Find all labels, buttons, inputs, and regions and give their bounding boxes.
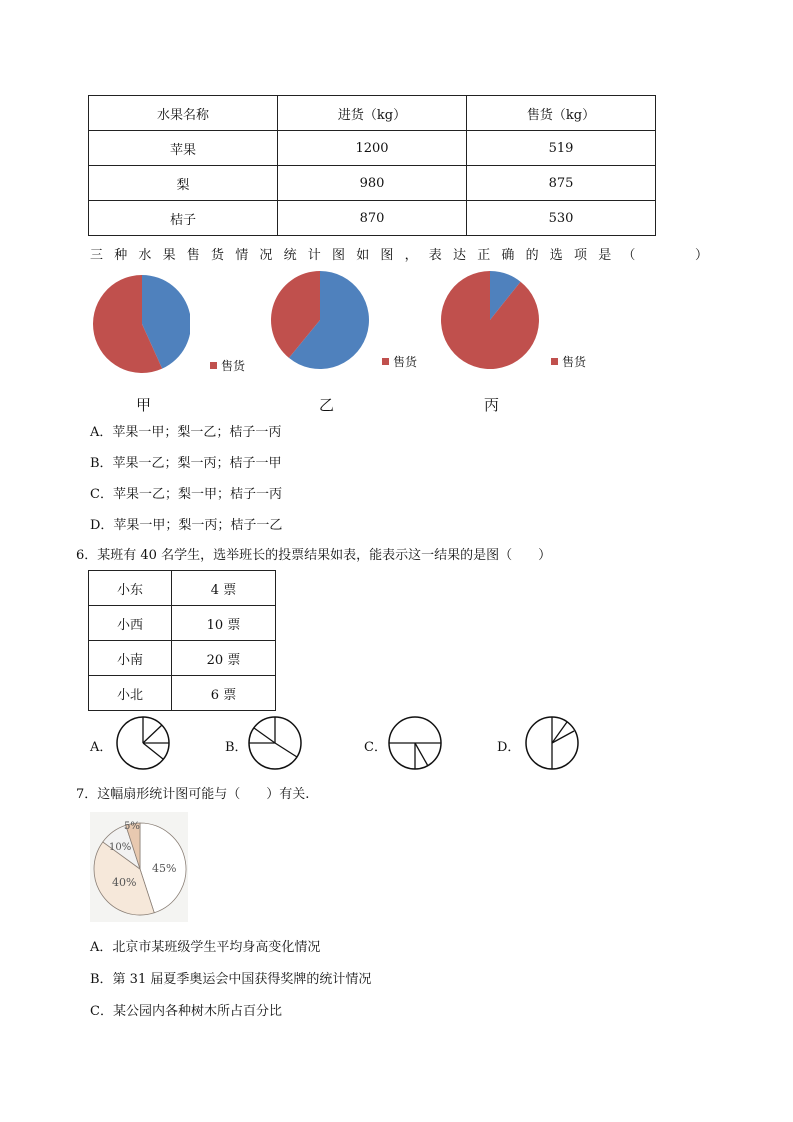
table-row <box>89 201 656 236</box>
q7-label-5: 5% <box>124 821 140 832</box>
pie-jia <box>90 272 190 376</box>
q7-label-10: 10% <box>109 842 132 853</box>
vote-table <box>88 570 276 711</box>
table-cell: 小东 <box>89 571 172 606</box>
q7-label-40: 40% <box>112 876 137 889</box>
legend-label: 售货 <box>221 359 246 373</box>
table-row <box>89 606 276 641</box>
table-cell: 桔子 <box>89 201 278 236</box>
table-row <box>89 571 276 606</box>
q6-circle-b[interactable] <box>247 715 303 771</box>
table-cell: 4 票 <box>172 571 276 606</box>
table-cell: 519 <box>467 131 656 166</box>
q7-option-a[interactable]: A．北京市某班级学生平均身高变化情况 <box>90 940 321 955</box>
table-row <box>89 641 276 676</box>
pie-slice <box>441 271 539 369</box>
table-cell: 530 <box>467 201 656 236</box>
q7-option-c[interactable]: C．某公园内各种树木所占百分比 <box>90 1004 282 1019</box>
table-cell: 梨 <box>89 166 278 201</box>
q6-circle-a[interactable] <box>115 715 171 771</box>
pie-name-yi: 乙 <box>319 396 335 414</box>
table-cell: 6 票 <box>172 676 276 711</box>
q6-circle-d[interactable] <box>524 715 580 771</box>
legend-jia <box>210 357 245 374</box>
q6-stem: 6．某班有 40 名学生，选举班长的投票结果如表，能表示这一结果的是图（ ） <box>76 548 552 563</box>
legend-bing <box>551 353 586 370</box>
q5-option-a[interactable]: A．苹果一甲；梨一乙；桔子一丙 <box>90 425 282 440</box>
q6-circle-c[interactable] <box>387 715 443 771</box>
table-cell: 10 票 <box>172 606 276 641</box>
table-cell: 小南 <box>89 641 172 676</box>
table-cell: 苹果 <box>89 131 278 166</box>
header-cell: 进货（kg） <box>278 96 467 131</box>
q6-option-c-label[interactable]: C． <box>364 740 387 755</box>
q6-option-a-label[interactable]: A． <box>90 740 113 755</box>
legend-swatch <box>551 358 558 365</box>
q7-stem: 7．这幅扇形统计图可能与（ ）有关. <box>76 787 310 802</box>
fruit-table <box>88 95 656 236</box>
table-cell: 870 <box>278 201 467 236</box>
table-header-row <box>89 96 656 131</box>
legend-label: 售货 <box>393 355 418 369</box>
q6-option-d-label[interactable]: D． <box>497 740 521 755</box>
pie-name-jia: 甲 <box>136 396 152 414</box>
q5-option-b[interactable]: B．苹果一乙；梨一丙；桔子一甲 <box>90 456 282 471</box>
q7-figure <box>90 812 188 922</box>
table-row <box>89 166 656 201</box>
table-row <box>89 131 656 166</box>
pie-name-bing: 丙 <box>484 396 500 414</box>
table-row <box>89 676 276 711</box>
q7-label-45: 45% <box>152 862 177 875</box>
q5-option-c[interactable]: C．苹果一乙；梨一甲；桔子一丙 <box>90 487 282 502</box>
table-cell: 980 <box>278 166 467 201</box>
legend-swatch <box>382 358 389 365</box>
q7-pie <box>90 812 188 922</box>
q7-option-b[interactable]: B．第 31 届夏季奥运会中国获得奖牌的统计情况 <box>90 972 372 987</box>
table-cell: 小北 <box>89 676 172 711</box>
table-cell: 小西 <box>89 606 172 641</box>
header-cell: 水果名称 <box>89 96 278 131</box>
legend-swatch <box>210 362 217 369</box>
legend-yi <box>382 353 417 370</box>
legend-label: 售货 <box>562 355 587 369</box>
pie-yi <box>268 270 372 374</box>
q5-stem: 三种水果售货情况统计图如图，表达正确的选项是（ ） <box>90 248 720 263</box>
q5-option-d[interactable]: D．苹果一甲；梨一丙；桔子一乙 <box>90 518 283 533</box>
table-cell: 875 <box>467 166 656 201</box>
q6-option-b-label[interactable]: B． <box>225 740 248 755</box>
header-cell: 售货（kg） <box>467 96 656 131</box>
table-cell: 20 票 <box>172 641 276 676</box>
pie-bing <box>440 270 544 374</box>
table-cell: 1200 <box>278 131 467 166</box>
